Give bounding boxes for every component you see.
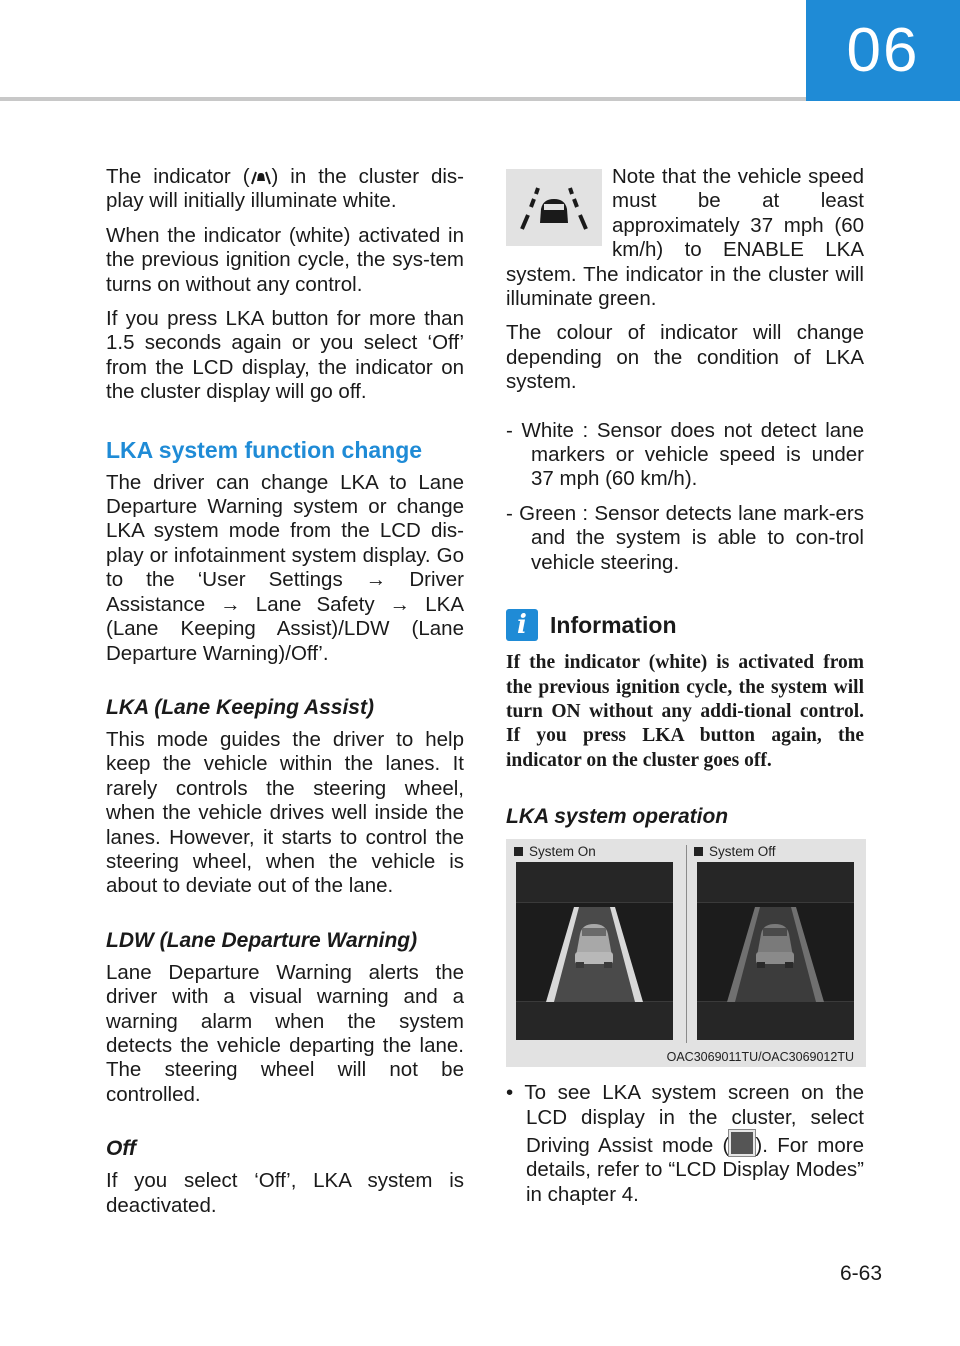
information-header: [506, 609, 864, 641]
previous-cycle-paragraph: When the indicator (white) activated in the previous ignition cycle, the sys-tem turns on without any control.: [106, 223, 464, 296]
colour-paragraph: The colour of indicator will change depending on the condition of LKA system.: [506, 321, 864, 394]
speed-note-paragraph: Note that the vehicle speed must be at least approximately 37 mph (60 km/h) to ENABLE LKA system. The indicator in the cluster will illuminate green.: [506, 165, 864, 311]
bullet-text-start: • To see LKA system screen on the LCD display in the cluster, select Driving Assist mode (: [506, 1081, 864, 1157]
lka-car-lanes-icon: [519, 185, 589, 231]
list-item: - Green : Sensor detects lane mark-ers and the system is able to con-trol vehicle steering.: [506, 501, 864, 574]
system-off-text: System Off: [709, 844, 776, 860]
indicator-paragraph: [106, 165, 464, 214]
system-on-screen: [516, 862, 673, 1040]
information-body: If the indicator (white) is activated from the previous ignition cycle, the system will turn ON without any addi-tional control. If you press LKA button again, the indicator on the cluster goes off.: [506, 652, 864, 771]
bullet-text-end: ). For more details, refer to “LCD Display Modes” in chapter 4.: [526, 1133, 864, 1206]
lka-paragraph: This mode guides the driver to help keep the vehicle within the lanes. It rarely controls the steering wheel, when the vehicle drives well inside the lanes. However, it starts to control the steering wheel, when the vehicle is about to deviate out of the lane.: [106, 727, 464, 898]
driving-assist-mode-icon: [729, 1130, 755, 1156]
off-mode-paragraph: If you select ‘Off’, LKA system is deactivated.: [106, 1169, 464, 1217]
lane-road-graphic-on: [516, 862, 673, 1040]
ldw-heading: LDW (Lane Departure Warning): [106, 928, 418, 952]
chapter-tab: [806, 0, 960, 101]
system-off-screen: [697, 862, 854, 1040]
information-title: Information: [550, 611, 677, 638]
off-heading: Off: [106, 1137, 136, 1161]
indicator-text-end: ) in the cluster dis-play will initially illuminate white.: [106, 165, 464, 213]
function-change-heading: LKA system function change: [106, 436, 423, 463]
figure-caption: OAC3069011TU/OAC3069012TU: [666, 1050, 854, 1065]
list-item: [506, 1081, 864, 1207]
right-column: [506, 165, 864, 1207]
left-column: [106, 165, 464, 1228]
info-icon: i: [506, 609, 538, 641]
lka-heading: LKA (Lane Keeping Assist): [106, 695, 374, 719]
system-off-label: [694, 844, 776, 859]
figure-divider: [686, 845, 687, 1043]
ldw-paragraph: Lane Departure Warning alerts the driver with a visual warning and a warning alarm when the system detects the vehicle departing the lane. The steering wheel will not be controlled.: [106, 960, 464, 1106]
lcd-display-bullet-list: [506, 1081, 864, 1207]
off-paragraph: If you press LKA button for more than 1.5 seconds again or you select ‘Off’ from the LCD display, the indicator on the cluster display will go off.: [106, 307, 464, 404]
lane-road-graphic-off: [697, 862, 854, 1040]
chapter-number: 06: [846, 16, 920, 85]
square-bullet-icon: [694, 847, 703, 856]
indicator-colour-list: [506, 419, 864, 575]
header-rule: [0, 97, 806, 101]
function-change-paragraph: The driver can change LKA to Lane Departure Warning system or change LKA system mode from the LCD dis-play or infotainment system display. Go to the ‘User Settings → Driver Assistance → Lane Safety → LKA (Lane Keeping Assist)/LDW (Lane Departure Warning)/Off’.: [106, 470, 464, 665]
system-on-label: [514, 844, 596, 859]
page-number: 6-63: [839, 1262, 882, 1285]
system-on-text: System On: [529, 844, 596, 860]
lka-indicator-icon: [250, 167, 272, 185]
list-item: - White : Sensor does not detect lane markers or vehicle speed is under 37 mph (60 km/h).: [506, 418, 864, 491]
square-bullet-icon: [514, 847, 523, 856]
lka-icon-panel: [506, 169, 602, 246]
indicator-text-start: The indicator (: [106, 165, 250, 188]
lka-screen-figure: [506, 839, 866, 1067]
operation-heading: LKA system operation: [506, 805, 729, 829]
